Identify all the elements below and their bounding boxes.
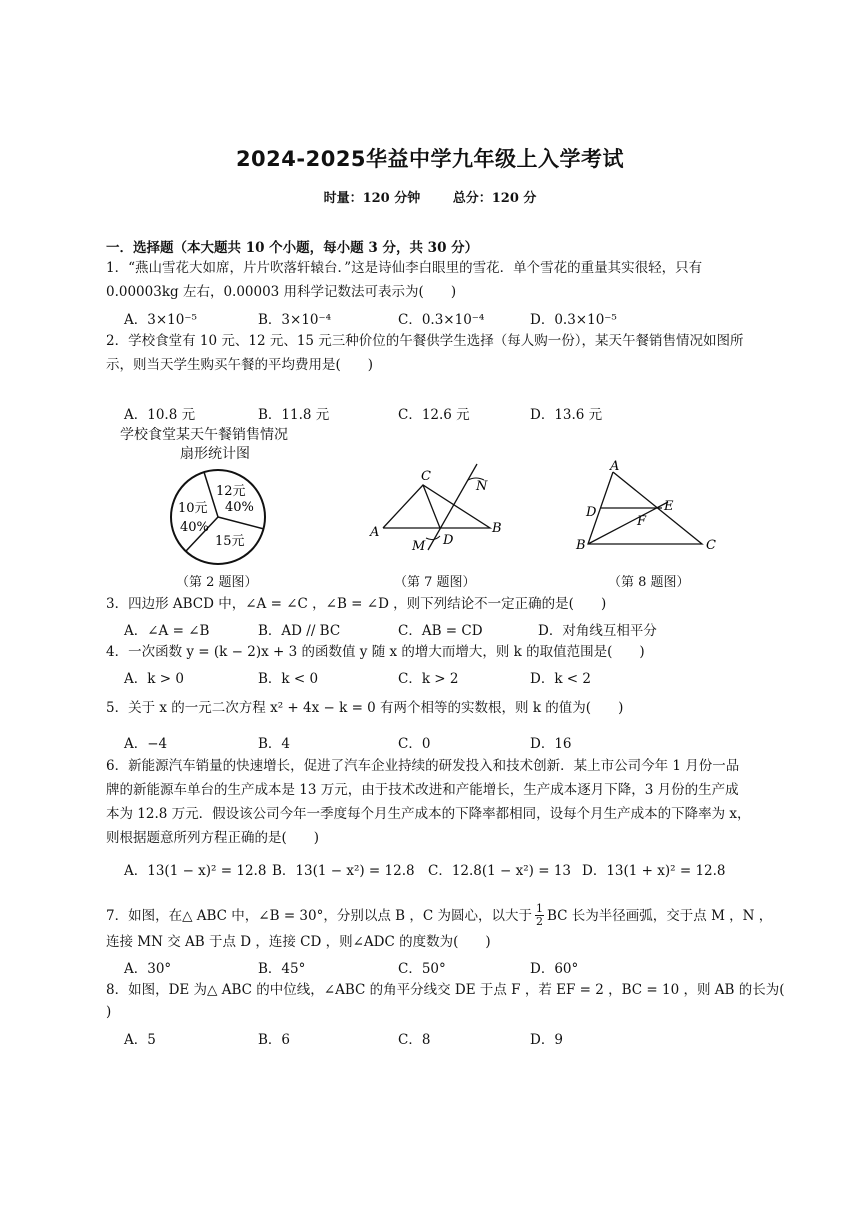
q7-fraction-den: 2 bbox=[535, 915, 543, 928]
fig8-label-e: E bbox=[664, 499, 674, 514]
q4-option-a: A．k > 0 bbox=[124, 671, 184, 687]
fig8-label-b: B bbox=[576, 538, 586, 553]
q8-option-a: A．5 bbox=[124, 1032, 156, 1048]
q7-option-d: D．60° bbox=[530, 961, 579, 977]
q5-option-d: D．16 bbox=[530, 736, 572, 752]
q3-option-a: A．∠A = ∠B bbox=[124, 623, 210, 639]
q7-line1-start: 7．如图，在△ ABC 中，∠B = 30°，分别以点 B ，C 为圆心，以大于 bbox=[106, 907, 532, 924]
q1-line2: 0.00003kg 左右，0.00003 用科学记数法可表示为( ) bbox=[106, 284, 457, 300]
q7-option-a: A．30° bbox=[124, 961, 172, 977]
q8-line2: ) bbox=[106, 1004, 112, 1020]
q4-option-c: C．k > 2 bbox=[398, 671, 459, 687]
q6-line3: 本为 12.8 万元．假设该公司今年一季度每个月生产成本的下降率都相同，设每个月生产成本的下降率为 x， bbox=[106, 806, 751, 822]
fig7-label-a: A bbox=[370, 525, 380, 540]
exam-title: 2024-2025华益中学九年级上入学考试 bbox=[235, 147, 625, 171]
fig7-segment-cd bbox=[423, 485, 440, 528]
q5-line1: 5．关于 x 的一元二次方程 x² + 4x − k = 0 有两个相等的实数根，则 k 的值为( ) bbox=[106, 700, 624, 716]
fig8-label-d: D bbox=[586, 505, 597, 520]
fig7-label-c: C bbox=[421, 469, 431, 484]
q2-option-c: C．12.6 元 bbox=[398, 407, 470, 423]
q3-option-b: B．AD // BC bbox=[258, 623, 341, 639]
fig8-caption: （第 8 题图） bbox=[608, 575, 690, 590]
q7-line2: 连接 MN 交 AB 于点 D ，连接 CD ，则∠ADC 的度数为( ) bbox=[106, 934, 491, 950]
time-label: 时量：120 分钟 bbox=[323, 191, 421, 206]
q6-line2: 牌的新能源车单台的生产成本是 13 万元，由于技术改进和产能增长，生产成本逐月下降，3 月份的生产成 bbox=[106, 782, 739, 798]
q8-option-c: C．8 bbox=[398, 1032, 431, 1048]
fig8-label-c: C bbox=[706, 538, 716, 553]
q7-option-b: B．45° bbox=[258, 961, 306, 977]
q1-option-c: C．0.3×10⁻⁴ bbox=[398, 312, 485, 328]
q1-option-a: A．3×10⁻⁵ bbox=[124, 312, 197, 328]
fig8-diagram bbox=[570, 458, 720, 558]
fig7-triangle bbox=[383, 485, 490, 528]
fig7-label-b: B bbox=[492, 521, 502, 536]
exam-subtitle bbox=[0, 187, 860, 206]
q5-option-a: A．−4 bbox=[124, 736, 168, 752]
fig7-arc-m bbox=[426, 536, 440, 540]
pie-divider-right bbox=[218, 517, 264, 529]
q5-option-c: C．0 bbox=[398, 736, 431, 752]
q8-line1: 8．如图，DE 为△ ABC 的中位线，∠ABC 的角平分线交 DE 于点 F ，若 EF = 2 ，BC = 10 ，则 AB 的长为( bbox=[106, 982, 785, 998]
q1-line1: 1．“燕山雪花大如席，片片吹落轩辕台．”这是诗仙李白眼里的雪花．单个雪花的重量其实很轻，只有 bbox=[106, 260, 703, 276]
q6-line1: 6．新能源汽车销量的快速增长，促进了汽车企业持续的研发投入和技术创新．某上市公司今年 1 月份一品 bbox=[106, 758, 740, 774]
fig7-diagram bbox=[360, 458, 510, 558]
q2-line1: 2．学校食堂有 10 元、12 元、15 元三种价位的午餐供学生选择（每人购一份），某天午餐销售情况如图所 bbox=[106, 333, 744, 349]
q6-option-d: D．13(1 + x)² = 12.8 bbox=[582, 863, 726, 879]
q3-option-c: C．AB = CD bbox=[398, 623, 483, 639]
q7-option-c: C．50° bbox=[398, 961, 446, 977]
fig8-label-a: A bbox=[610, 459, 620, 474]
pie-slice-12-name: 12元 bbox=[216, 484, 246, 499]
q6-option-b: B．13(1 − x²) = 12.8 bbox=[272, 863, 415, 879]
q3-line1: 3．四边形 ABCD 中，∠A = ∠C ，∠B = ∠D ，则下列结论不一定正确的是( ) bbox=[106, 596, 607, 612]
fig2-caption: （第 2 题图） bbox=[176, 575, 258, 590]
q2-option-a: A．10.8 元 bbox=[124, 407, 196, 423]
q3-option-d: D．对角线互相平分 bbox=[538, 623, 657, 639]
q4-line1: 4．一次函数 y = (k − 2)x + 3 的函数值 y 随 x 的增大而增大，则 k 的取值范围是( ) bbox=[106, 644, 645, 660]
fig7-label-m: M bbox=[412, 539, 426, 554]
q1-option-d: D．0.3×10⁻⁵ bbox=[530, 312, 617, 328]
section-heading: 一．选择题（本大题共 10 个小题，每小题 3 分，共 30 分） bbox=[106, 240, 479, 256]
score-label: 总分：120 分 bbox=[452, 191, 537, 206]
q4-option-d: D．k < 2 bbox=[530, 671, 591, 687]
fig7-label-d: D bbox=[443, 533, 454, 548]
pie-title-line2: 扇形统计图 bbox=[180, 446, 250, 462]
q8-option-b: B．6 bbox=[258, 1032, 291, 1048]
pie-slice-10-name: 10元 bbox=[178, 501, 208, 516]
q1-option-b: B．3×10⁻⁴ bbox=[258, 312, 332, 328]
q6-option-a: A．13(1 − x)² = 12.8 bbox=[124, 863, 267, 879]
q6-line4: 则根据题意所列方程正确的是( ) bbox=[106, 830, 320, 846]
pie-slice-12-pct: 40% bbox=[225, 500, 254, 515]
pie-title-line1: 学校食堂某天午餐销售情况 bbox=[120, 427, 288, 443]
q5-option-b: B．4 bbox=[258, 736, 291, 752]
pie-slice-10-pct: 40% bbox=[180, 520, 209, 535]
q7-line1 bbox=[106, 903, 772, 928]
q7-fraction-num: 1 bbox=[535, 902, 543, 915]
fig7-label-n: N bbox=[476, 479, 488, 494]
pie-slice-15-name: 15元 bbox=[215, 534, 245, 549]
q2-option-b: B．11.8 元 bbox=[258, 407, 330, 423]
q2-option-d: D．13.6 元 bbox=[530, 407, 603, 423]
q7-fraction bbox=[535, 903, 544, 928]
fig7-caption: （第 7 题图） bbox=[394, 575, 476, 590]
pie-chart bbox=[165, 465, 275, 570]
q2-line2: 示，则当天学生购买午餐的平均费用是( ) bbox=[106, 357, 374, 373]
q8-option-d: D．9 bbox=[530, 1032, 563, 1048]
q4-option-b: B．k < 0 bbox=[258, 671, 319, 687]
q6-option-c: C．12.8(1 − x²) = 13 bbox=[428, 863, 572, 879]
q7-line1-end: BC 长为半径画弧，交于点 M ，N ， bbox=[546, 907, 773, 924]
fig8-label-f: F bbox=[637, 514, 647, 529]
